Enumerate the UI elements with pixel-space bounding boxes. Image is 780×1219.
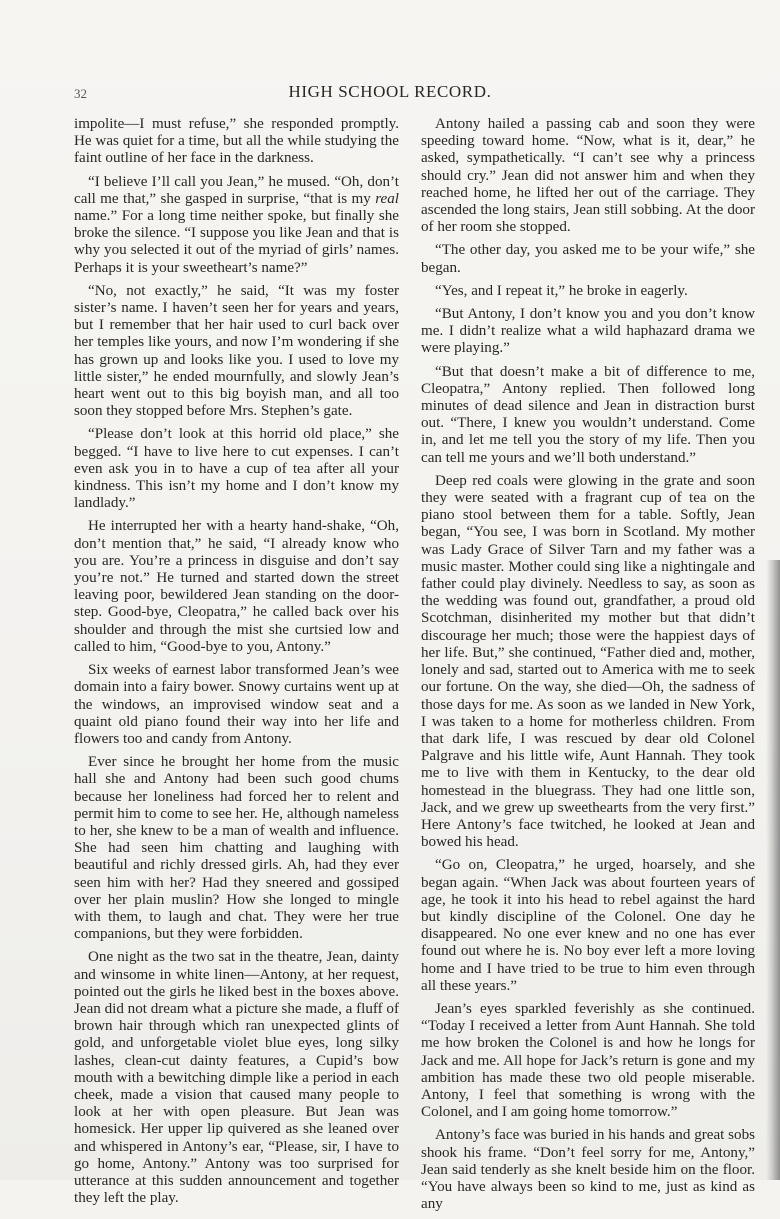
paragraph: Antony hailed a passing cab and soon they were speeding toward home. “Now, what is it, dear,” he asked, sympathetically. “I can’t see why a princess should cry.” Jean did not answer him and when they reached home, he lifted her out of the carriage. They ascended the long stairs, Jean still sobbing. At the door of her room she stopped. bbox=[421, 116, 755, 236]
paragraph: Deep red coals were glowing in the grate and soon they were seated with a fragrant cup of tea on the piano stool between them for a table. Softly, Jean began, “You see, I was born in Scotland. My mother was Lady Grace of Silver Tarn and my father was a music master. Mother could sing like a nightingale and father could play divinely. Needless to say, as soon as the wedding was found out, grandfather, a proud old Scotchman, disinherited my mother but that didn’t discourage her much; those were the happiest days of her life. But,” she continued, “Father died and, mother, lonely and sad, started out to America with me to seek our fortune. On the way, she died—Oh, the sadness of those days for me. As soon as we landed in New York, I was taken to a home for motherless children. From that dark life, I was rescued by dear old Colonel Palgrave and his little wife, Aunt Hannah. They took me to live with them in Kentucky, to the dear old homestead in the bluegrass. They had one little son, Jack, and we grew up sweethearts from the very first.” Here Antony’s face twitched, he looked at Jean and bowed his head. bbox=[421, 472, 755, 851]
emphasis: real bbox=[375, 190, 399, 207]
right-column bbox=[421, 116, 755, 1219]
paragraph: Ever since he brought her home from the music hall she and Antony had been such good chums because her loneliness had forced her to relent and permit him to come to see her. He, although nameless to her, she knew to be a man of wealth and influence. She had seen him chatting and laughing with beautiful and richly dressed girls. Ah, had they ever seen him with her? Had they sneered and gossiped over her plain muslin? How she longed to mingle with them, to laugh and chat. They were her true companions, but they were forbidden. bbox=[74, 754, 399, 943]
paragraph: “But Antony, I don’t know you and you don’t know me. I didn’t realize what a wild haphazard drama we were playing.” bbox=[421, 306, 755, 357]
paragraph: Antony’s face was buried in his hands and great sobs shook his frame. “Don’t feel sorry for me, Antony,” Jean said tenderly as she knelt beside him on the floor. “You have always been so kind to me, just as kind as any bbox=[421, 1127, 755, 1213]
paragraph: impolite—I must refuse,” she responded promptly. He was quiet for a time, but all the while studying the faint outline of her face in the darkness. bbox=[74, 116, 399, 167]
paragraph: One night as the two sat in the theatre, Jean, dainty and winsome in white linen—Antony, at her request, pointed out the girls he liked best in the boxes above. Jean did not dream what a picture she made, a fluff of brown hair through which ran unexpected glints of gold, and unforgetable violet blue eyes, long silky lashes, clean-cut dainty features, a Cupid’s bow mouth with a bewitching dimple like a period in each cheek, made a vision that caused many people to look at her with open pleasure. But Jean was homesick. Her upper lip quivered as she leaned over and whispered in Antony’s ear, “Please, sir, I have to go home, Antony.” Antony was too surprised for utterance at this sudden announcement and together they left the play. bbox=[74, 949, 399, 1207]
paragraph: “I believe I’ll call you Jean,” he mused. “Oh, don’t call me that,” she gasped in surprise, “that is my real name.” For a long time neither spoke, but finally she broke the silence. “I suppose you like Jean and that is why you selected it out of the myriad of girls’ names. Perhaps it is your sweetheart’s name?” bbox=[74, 173, 399, 276]
left-column bbox=[74, 116, 399, 1213]
paragraph: Six weeks of earnest labor transformed Jean’s wee domain into a fairy bower. Snowy curtains went up at the windows, an improvised window seat and a quaint old piano found their way into her life and flowers too and candy from Antony. bbox=[74, 662, 399, 747]
paragraph: “But that doesn’t make a bit of difference to me, Cleopatra,” Antony replied. Then followed long minutes of dead silence and Jean in distraction burst out. “There, I knew you wouldn’t understand. Come in, and let me tell you the story of my life. Then you can tell me yours and we’ll both understand.” bbox=[421, 363, 755, 466]
paragraph: Jean’s eyes sparkled feverishly as she continued. “Today I received a letter from Aunt Hannah. She told me how broken the Colonel is and how he longs for Jack and me. All hope for Jack’s return is gone and my ambition has made these two old people miserable. Antony, I feel that something is wrong with the Colonel, and I am going home tomorrow.” bbox=[421, 1000, 755, 1121]
paragraph: “Go on, Cleopatra,” he urged, hoarsely, and she began again. “When Jack was about fourteen years of age, he took it into his head to rebel against the hard but kindly discipline of the Colonel. One day he disappeared. No one ever knew and no one has ever found out where he is. No boy ever left a more loving home and I have tried to be true to him even through all these years.” bbox=[421, 857, 755, 994]
paragraph: He interrupted her with a hearty hand-shake, “Oh, don’t mention that,” he said, “I already know who you are. You’re a princess in disguise and don’t say you’re not.” He turned and started down the street leaving poor, bewildered Jean standing on the door-step. Good-bye, Cleopatra,” he called back over his shoulder and through the mist she curtsied low and called to him, “Good-bye to you, Antony.” bbox=[74, 518, 399, 655]
page-edge-shadow bbox=[766, 560, 780, 1180]
paragraph: “Please don’t look at this horrid old place,” she begged. “I have to live here to cut expenses. I can’t even ask you in to have a cup of tea after all your kindness. This isn’t my home and I don’t know my landlady.” bbox=[74, 426, 399, 512]
paragraph: “Yes, and I repeat it,” he broke in eagerly. bbox=[435, 282, 688, 299]
paragraph: “No, not exactly,” he said, “It was my foster sister’s name. I haven’t seen her for years and years, but I remember that her hair used to curl back over her temples like yours, and now I’m wondering if she has grown up and looks like you. I used to love my little sister,” he ended mournfully, and slowly Jean’s heart went out to this big boyish man, and all too soon they stopped before Mrs. Stephen’s gate. bbox=[74, 282, 399, 420]
paragraph: “The other day, you asked me to be your wife,” she began. bbox=[421, 242, 755, 276]
page-number: 32 bbox=[74, 86, 87, 101]
running-head: HIGH SCHOOL RECORD. bbox=[288, 82, 492, 101]
